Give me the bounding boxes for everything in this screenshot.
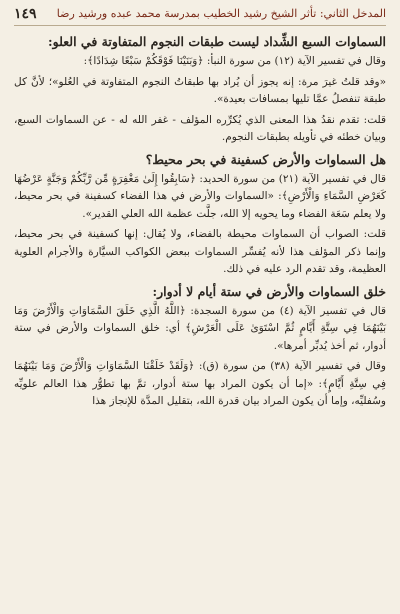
paragraph: قال في تفسير الآية (٤) من سورة السجدة: ﴿اللَّهُ الَّذِي خَلَقَ السَّمَاوَاتِ وَالْأَرْضَ وَمَا بَيْنَهُمَا فِي سِتَّةِ أَيَّامٍ ثُمَّ اسْتَوَىٰ عَلَى الْعَرْشِ﴾ أي: خلق السماوات والأرض في ستة أدوار، ثم أخذ يُدبِّر أمرها». [14,304,386,352]
paragraph: «وقد قلتُ غيرَ مرة: إنه يجوز أن يُراد بها طبقاتُ النجوم المتفاوتة في العُلو»؛ لأنَّ كل طبقة تنفصلُ عمَّا تليها بمسافات بعيدة». [14,75,386,105]
running-title: المدخل الثاني: تأثر الشيخ رشيد الخطيب بمدرسة محمد عبده ورشيد رضا [56,7,386,20]
page-number: ١٤٩ [14,6,37,22]
running-header [14,6,386,26]
section-1 [14,32,386,147]
paragraph: قلت: تقدم نقدُ هذا المعنى الذي يُكرِّره المؤلف - غفر الله له - عن السماوات السبع، وبيان خطئه في تأويله بطبقات النجوم. [14,113,386,143]
paragraph: قال في تفسير الآية (٢١) من سورة الحديد: ﴿سَابِقُوا إِلَىٰ مَغْفِرَةٍ مِّن رَّبِّكُمْ وَجَنَّةٍ عَرْضُهَا كَعَرْضِ السَّمَاءِ وَالْأَرْضِ﴾: «السماوات والأرض في هذا الفضاء كسفينة في بحر محيط، ولا يعلم سَعَة الفضاء وما يحويه إلا الله، جلَّت عظمة الله العلي القدير». [14,172,386,220]
paragraph: وقال في تفسير الآية (١٢) من سورة النبأ: ﴿وَبَنَيْنَا فَوْقَكُمْ سَبْعًا شِدَادًا﴾: [83,55,386,67]
section-heading: خلق السماوات والأرض في ستة أيام لا أدوار: [152,283,386,299]
section-3 [14,282,386,411]
section-heading: هل السماوات والأرض كسفينة في بحر محيط؟ [145,151,386,167]
paragraph: وقال في تفسير الآية (٣٨) من سورة (ق): ﴿وَلَقَدْ خَلَقْنَا السَّمَاوَاتِ وَالْأَرْضَ وَمَا بَيْنَهُمَا فِي سِتَّةِ أَيَّامٍ﴾: «إما أن يكون المراد بها ستة أدوار، تمَّ بها تطوُّر هذا العالم علويِّه وسُفليِّه، وإما أن يكون المراد بيان قدرة الله، بتقليل المدَّة للإنجاز هذا [14,360,386,407]
section-heading: السماوات السبع الشِّداد ليست طبقات النجوم المتفاوتة في العلو: [48,34,386,49]
section-2 [14,150,386,279]
paragraph: قلت: الصواب أن السماوات محيطة بالفضاء، ولا يُقال: إنها كسفينة في بحر محيط، وإنما ذكر المؤلف هذا لأنه يُفسِّر السماوات ببعض الكواكب السيَّارة والأجرام العلوية العظيمة، وقد تقدم الرد عليه في ذلك. [14,228,386,275]
